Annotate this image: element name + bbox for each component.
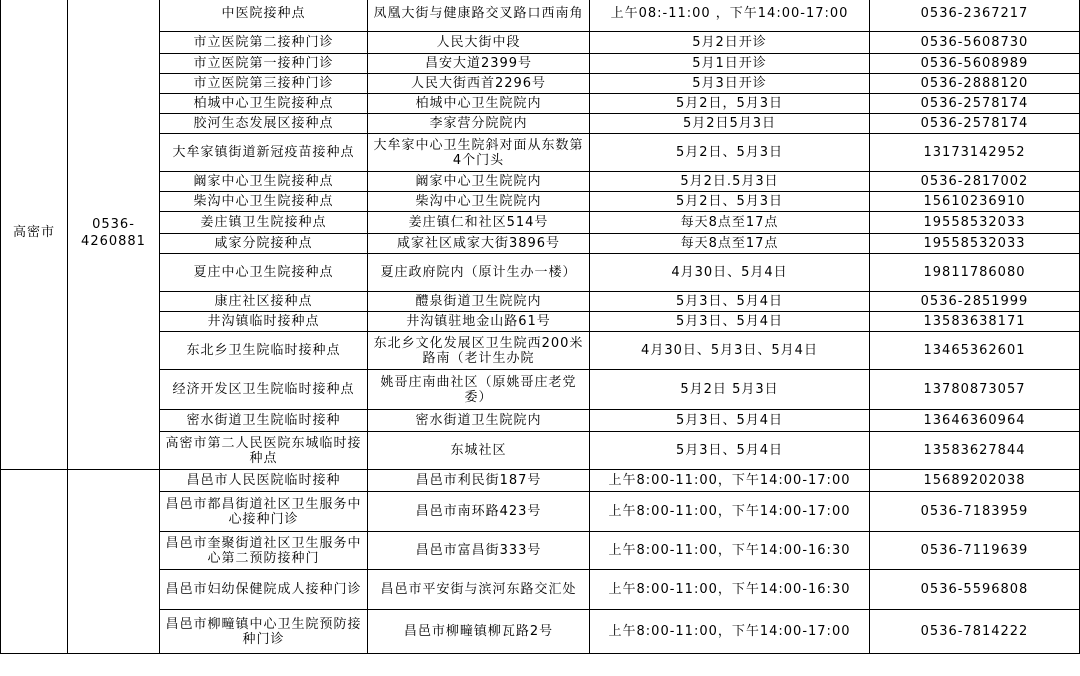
cell-addr[interactable]: 柏城中心卫生院院内 (368, 94, 590, 114)
cell-time[interactable]: 5月3日、5月4日 (590, 410, 870, 432)
cell-name[interactable]: 昌邑市人民医院临时接种 (160, 470, 368, 492)
cell-name[interactable]: 井沟镇临时接种点 (160, 312, 368, 332)
cell-name[interactable]: 胶河生态发展区接种点 (160, 114, 368, 134)
cell-addr[interactable]: 咸家社区咸家大街3896号 (368, 234, 590, 254)
cell-name[interactable]: 姜庄镇卫生院接种点 (160, 212, 368, 234)
cell-tel[interactable]: 13646360964 (870, 410, 1080, 432)
cell-time[interactable]: 5月2日 5月3日 (590, 370, 870, 410)
cell-addr[interactable]: 柴沟中心卫生院院内 (368, 192, 590, 212)
cell-time[interactable]: 4月30日、5月3日、5月4日 (590, 332, 870, 370)
cell-addr[interactable]: 姚哥庄南曲社区（原姚哥庄老党委） (368, 370, 590, 410)
cell-time[interactable]: 4月30日、5月4日 (590, 254, 870, 292)
hotline-cell[interactable]: 0536- 4260881 (68, 0, 160, 470)
cell-tel[interactable]: 19558532033 (870, 212, 1080, 234)
cell-name[interactable]: 昌邑市都昌街道社区卫生服务中心接种门诊 (160, 492, 368, 532)
cell-tel[interactable]: 0536-2578174 (870, 114, 1080, 134)
cell-time[interactable]: 5月3日、5月4日 (590, 312, 870, 332)
city-cell[interactable] (0, 470, 68, 654)
cell-addr[interactable]: 昌邑市南环路423号 (368, 492, 590, 532)
cell-name[interactable]: 夏庄中心卫生院接种点 (160, 254, 368, 292)
cell-addr[interactable]: 东城社区 (368, 432, 590, 470)
cell-time[interactable]: 上午8:00-11:00，下午14:00-16:30 (590, 532, 870, 570)
cell-tel[interactable]: 13583627844 (870, 432, 1080, 470)
cell-tel[interactable]: 0536-7814222 (870, 610, 1080, 654)
cell-tel[interactable]: 0536-5608730 (870, 32, 1080, 54)
cell-tel[interactable]: 0536-2578174 (870, 94, 1080, 114)
cell-addr[interactable]: 姜庄镇仁和社区514号 (368, 212, 590, 234)
cell-addr[interactable]: 李家营分院院内 (368, 114, 590, 134)
cell-tel[interactable]: 0536-2851999 (870, 292, 1080, 312)
hotline-cell[interactable] (68, 470, 160, 654)
cell-name[interactable]: 大牟家镇街道新冠疫苗接种点 (160, 134, 368, 172)
cell-time[interactable]: 5月2日开诊 (590, 32, 870, 54)
cell-time[interactable]: 5月1日开诊 (590, 54, 870, 74)
cell-tel[interactable]: 19811786080 (870, 254, 1080, 292)
cell-addr[interactable]: 昌邑市柳疃镇柳瓦路2号 (368, 610, 590, 654)
cell-time[interactable]: 5月2日、5月3日 (590, 192, 870, 212)
cell-tel[interactable]: 13583638171 (870, 312, 1080, 332)
cell-tel[interactable]: 0536-5596808 (870, 570, 1080, 610)
cell-addr[interactable]: 昌邑市利民街187号 (368, 470, 590, 492)
cell-time[interactable]: 上午8:00-11:00，下午14:00-17:00 (590, 470, 870, 492)
cell-name[interactable]: 高密市第二人民医院东城临时接种点 (160, 432, 368, 470)
cell-name[interactable]: 咸家分院接种点 (160, 234, 368, 254)
cell-addr[interactable]: 人民大街中段 (368, 32, 590, 54)
cell-name[interactable]: 柴沟中心卫生院接种点 (160, 192, 368, 212)
cell-time[interactable]: 每天8点至17点 (590, 212, 870, 234)
cell-name[interactable]: 市立医院第一接种门诊 (160, 54, 368, 74)
cell-time[interactable]: 5月2日、5月3日 (590, 134, 870, 172)
cell-addr[interactable]: 昌邑市富昌街333号 (368, 532, 590, 570)
cell-time[interactable]: 每天8点至17点 (590, 234, 870, 254)
cell-tel[interactable]: 0536-7119639 (870, 532, 1080, 570)
cell-addr[interactable]: 醴泉街道卫生院院内 (368, 292, 590, 312)
cell-tel[interactable]: 0536-2367217 (870, 0, 1080, 32)
cell-name[interactable]: 东北乡卫生院临时接种点 (160, 332, 368, 370)
cell-tel[interactable]: 0536-5608989 (870, 54, 1080, 74)
cell-time[interactable]: 上午8:00-11:00，下午14:00-17:00 (590, 492, 870, 532)
cell-name[interactable]: 昌邑市妇幼保健院成人接种门诊 (160, 570, 368, 610)
cell-tel[interactable]: 13465362601 (870, 332, 1080, 370)
cell-name[interactable]: 市立医院第三接种门诊 (160, 74, 368, 94)
city-cell[interactable]: 高密市 (0, 0, 68, 470)
cell-time[interactable]: 5月2日5月3日 (590, 114, 870, 134)
cell-name[interactable]: 昌邑市柳疃镇中心卫生院预防接种门诊 (160, 610, 368, 654)
cell-addr[interactable]: 大牟家中心卫生院斜对面从东数第4个门头 (368, 134, 590, 172)
cell-name[interactable]: 阚家中心卫生院接种点 (160, 172, 368, 192)
cell-tel[interactable]: 13173142952 (870, 134, 1080, 172)
cell-tel[interactable]: 19558532033 (870, 234, 1080, 254)
cell-addr[interactable]: 阚家中心卫生院院内 (368, 172, 590, 192)
cell-addr[interactable]: 凤凰大街与健康路交叉路口西南角 (368, 0, 590, 32)
cell-time[interactable]: 5月2日，5月3日 (590, 94, 870, 114)
cell-tel[interactable]: 0536-2888120 (870, 74, 1080, 94)
cell-name[interactable]: 柏城中心卫生院接种点 (160, 94, 368, 114)
cell-time[interactable]: 上午08:-11:00 ，下午14:00-17:00 (590, 0, 870, 32)
cell-addr[interactable]: 昌邑市平安街与滨河东路交汇处 (368, 570, 590, 610)
cell-tel[interactable]: 15689202038 (870, 470, 1080, 492)
cell-addr[interactable]: 井沟镇驻地金山路61号 (368, 312, 590, 332)
cell-time[interactable]: 5月2日.5月3日 (590, 172, 870, 192)
cell-name[interactable]: 经济开发区卫生院临时接种点 (160, 370, 368, 410)
cell-tel[interactable]: 0536-2817002 (870, 172, 1080, 192)
cell-tel[interactable]: 15610236910 (870, 192, 1080, 212)
cell-addr[interactable]: 昌安大道2399号 (368, 54, 590, 74)
cell-addr[interactable]: 人民大街西首2296号 (368, 74, 590, 94)
cell-addr[interactable]: 夏庄政府院内（原计生办一楼） (368, 254, 590, 292)
cell-name[interactable]: 昌邑市奎聚街道社区卫生服务中心第二预防接种门 (160, 532, 368, 570)
cell-time[interactable]: 上午8:00-11:00，下午14:00-16:30 (590, 570, 870, 610)
cell-time[interactable]: 上午8:00-11:00，下午14:00-17:00 (590, 610, 870, 654)
cell-name[interactable]: 市立医院第二接种门诊 (160, 32, 368, 54)
cell-time[interactable]: 5月3日开诊 (590, 74, 870, 94)
cell-tel[interactable]: 0536-7183959 (870, 492, 1080, 532)
cell-addr[interactable]: 密水街道卫生院院内 (368, 410, 590, 432)
cell-tel[interactable]: 13780873057 (870, 370, 1080, 410)
cell-name[interactable]: 中医院接种点 (160, 0, 368, 32)
cell-name[interactable]: 密水街道卫生院临时接种 (160, 410, 368, 432)
cell-name[interactable]: 康庄社区接种点 (160, 292, 368, 312)
cell-addr[interactable]: 东北乡文化发展区卫生院西200米路南（老计生办院 (368, 332, 590, 370)
cell-time[interactable]: 5月3日、5月4日 (590, 432, 870, 470)
cell-time[interactable]: 5月3日、5月4日 (590, 292, 870, 312)
